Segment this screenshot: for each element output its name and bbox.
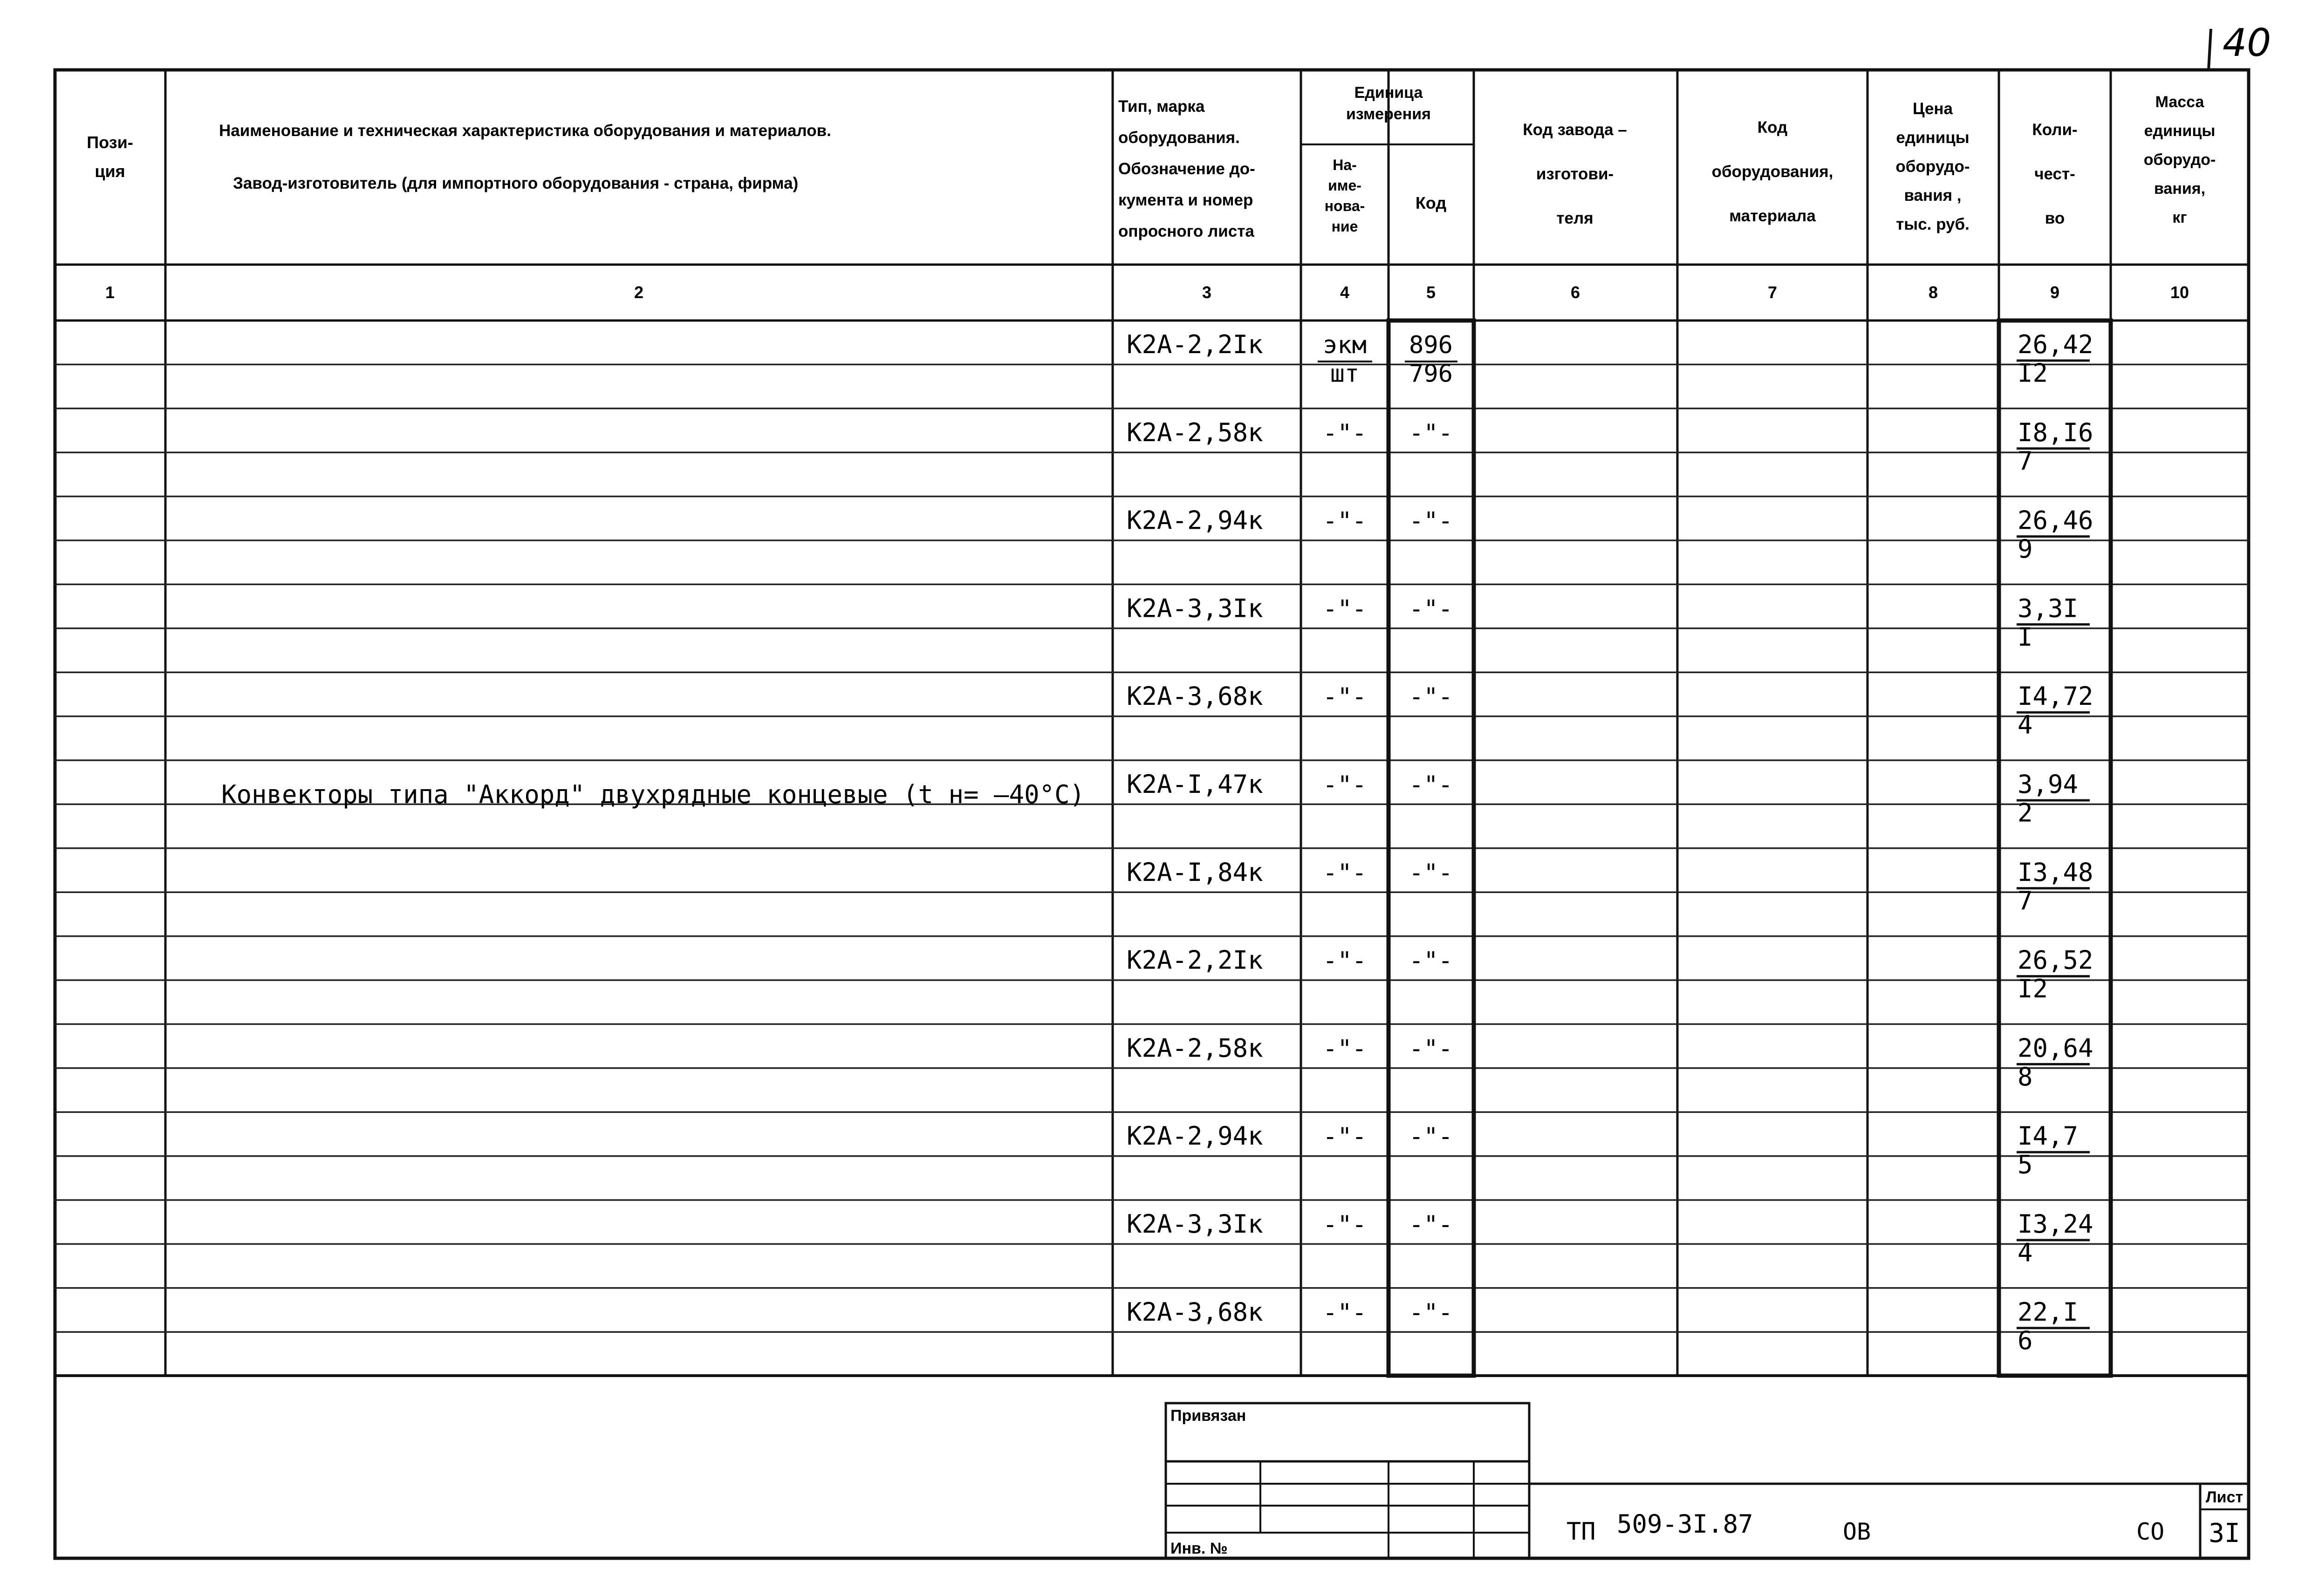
column-number: 10 — [2170, 283, 2189, 302]
unit-name: -"- — [1323, 683, 1367, 711]
unit-name: -"- — [1323, 1035, 1367, 1063]
column-number: 6 — [1570, 283, 1580, 302]
quantity-count: 2 — [2018, 798, 2033, 828]
table-row — [1127, 858, 2093, 915]
equipment-type: К2А-2,58к — [1127, 1033, 1263, 1063]
unit-name: -"- — [1323, 507, 1367, 535]
quantity-value: 3,3I — [2018, 593, 2079, 623]
item-name: Конвекторы типа "Аккорд" двухрядные концевые (t н= –40°С) — [221, 780, 1085, 809]
quantity-count: I2 — [2018, 974, 2048, 1003]
header-equipment-code: Код оборудования, материала — [1711, 118, 1833, 225]
inventory-number-label: Инв. № — [1170, 1540, 1228, 1557]
quantity-value: I8,I6 — [2018, 417, 2093, 447]
quantity-value: 20,64 — [2018, 1033, 2093, 1063]
sheet-frame — [55, 70, 2249, 1558]
quantity-value: 22,I — [2018, 1297, 2079, 1327]
table-row — [1127, 946, 2093, 1003]
equipment-type: К2А-2,94к — [1127, 505, 1263, 535]
header-price: Цена единицы оборудо-вания , тыс. руб. — [1895, 100, 1970, 233]
unit-code-secondary: 796 — [1409, 360, 1453, 388]
quantity-value: 3,94 — [2018, 770, 2079, 799]
equipment-type: К2А-3,68к — [1127, 1297, 1263, 1327]
unit-code: -"- — [1409, 419, 1453, 447]
unit-code: -"- — [1409, 683, 1453, 711]
corner-mark — [2209, 29, 2211, 70]
unit-name: -"- — [1323, 947, 1367, 975]
title-block — [1166, 1403, 2249, 1558]
unit-name: -"- — [1323, 1211, 1367, 1239]
equipment-type: К2А-2,2Iк — [1127, 945, 1263, 975]
quantity-count: 5 — [2018, 1150, 2033, 1180]
header-type: Тип, марка оборудования. Обозначение до-кумента и номер опросного листа — [1118, 97, 1255, 240]
quantity-count: I2 — [2018, 358, 2048, 388]
table-row — [1127, 1297, 2090, 1355]
unit-code: 896 — [1409, 331, 1453, 359]
unit-code: -"- — [1409, 771, 1453, 799]
table-body — [221, 330, 2093, 1355]
column-number: 8 — [1928, 283, 1938, 302]
handwritten-sheet-number: 40 — [2223, 21, 2271, 65]
table-row — [221, 770, 2090, 827]
quantity-value: 26,52 — [2018, 945, 2093, 975]
equipment-type: К2А-3,3Iк — [1127, 1209, 1263, 1239]
section-code: ОВ — [1843, 1518, 1871, 1545]
header-unit-code: Код — [1415, 193, 1447, 212]
unit-code: -"- — [1409, 595, 1453, 623]
header-position: Пози-ция — [87, 133, 133, 181]
header-quantity: Коли-чест-во — [2032, 121, 2078, 227]
unit-name: -"- — [1323, 771, 1367, 799]
table-row — [1127, 506, 2093, 564]
equipment-type: К2А-I,84к — [1127, 857, 1263, 887]
quantity-value: 26,46 — [2018, 505, 2093, 535]
sheet-label: Лист — [2205, 1488, 2244, 1506]
quantity-count: 6 — [2018, 1326, 2033, 1356]
unit-name: -"- — [1323, 1298, 1367, 1327]
quantity-value: I4,7 — [2018, 1121, 2079, 1151]
unit-code: -"- — [1409, 1298, 1453, 1327]
mark-code: СО — [2136, 1518, 2165, 1545]
sheet-number: 3I — [2209, 1518, 2240, 1548]
quantity-count: 4 — [2018, 1238, 2033, 1268]
column-number: 3 — [1202, 283, 1212, 302]
column-number: 1 — [105, 283, 115, 302]
quantity-count: 9 — [2018, 534, 2033, 564]
header-plant-code: Код завода – изготови-теля — [1523, 121, 1627, 227]
header-name-line2: Завод-изготовитель (для импортного оборудования - страна, фирма) — [233, 174, 799, 192]
column-number: 7 — [1767, 283, 1778, 302]
equipment-type: К2А-3,3Iк — [1127, 593, 1263, 623]
quantity-value: I3,48 — [2018, 857, 2093, 887]
column-number-row — [105, 283, 2189, 302]
quantity-count: 8 — [2018, 1062, 2033, 1091]
table-row — [1127, 1209, 2093, 1267]
unit-name: экм — [1323, 331, 1367, 359]
table-row — [1127, 593, 2090, 651]
unit-name: -"- — [1323, 1123, 1367, 1151]
header-name-line1: Наименование и техническая характеристика оборудования и материалов. — [219, 122, 831, 140]
table-row — [1127, 1121, 2090, 1179]
quantity-count: I — [2018, 622, 2033, 652]
quantity-count: 7 — [2018, 446, 2033, 476]
quantity-value: 26,42 — [2018, 330, 2093, 359]
unit-code: -"- — [1409, 1211, 1453, 1239]
unit-name: -"- — [1323, 595, 1367, 623]
quantity-count: 7 — [2018, 886, 2033, 916]
equipment-type: К2А-2,2Iк — [1127, 330, 1263, 359]
table-row — [1127, 682, 2093, 739]
column-number: 2 — [634, 283, 644, 302]
attached-label: Привязан — [1170, 1407, 1246, 1425]
header-mass: Масса единицы оборудо-вания, кг — [2143, 93, 2216, 226]
header-unit-group: Единица измерения — [1346, 84, 1431, 123]
doc-code: 509-3I.87 — [1617, 1509, 1753, 1539]
doc-prefix: ТП — [1566, 1518, 1596, 1546]
table-header — [87, 84, 2216, 240]
equipment-type: К2А-3,68к — [1127, 682, 1263, 711]
unit-name: -"- — [1323, 419, 1367, 447]
quantity-value: I3,24 — [2018, 1209, 2093, 1239]
equipment-type: К2А-2,94к — [1127, 1121, 1263, 1151]
unit-name: -"- — [1323, 859, 1367, 887]
unit-code: -"- — [1409, 859, 1453, 887]
table-row — [1127, 418, 2093, 476]
column-number: 5 — [1426, 283, 1436, 302]
unit-code: -"- — [1409, 1123, 1453, 1151]
unit-code: -"- — [1409, 507, 1453, 535]
column-number: 9 — [2050, 283, 2060, 302]
unit-code: -"- — [1409, 947, 1453, 975]
equipment-type: К2А-2,58к — [1127, 417, 1263, 447]
column-number: 4 — [1340, 283, 1350, 302]
quantity-value: I4,72 — [2018, 682, 2093, 711]
equipment-type: К2А-I,47к — [1127, 770, 1263, 799]
quantity-count: 4 — [2018, 710, 2033, 740]
table-row — [1127, 330, 2093, 388]
header-unit-name: На-име-нова-ние — [1324, 157, 1365, 235]
unit-code: -"- — [1409, 1035, 1453, 1063]
table-row — [1127, 1033, 2093, 1091]
unit-name-secondary: шт — [1330, 360, 1360, 388]
